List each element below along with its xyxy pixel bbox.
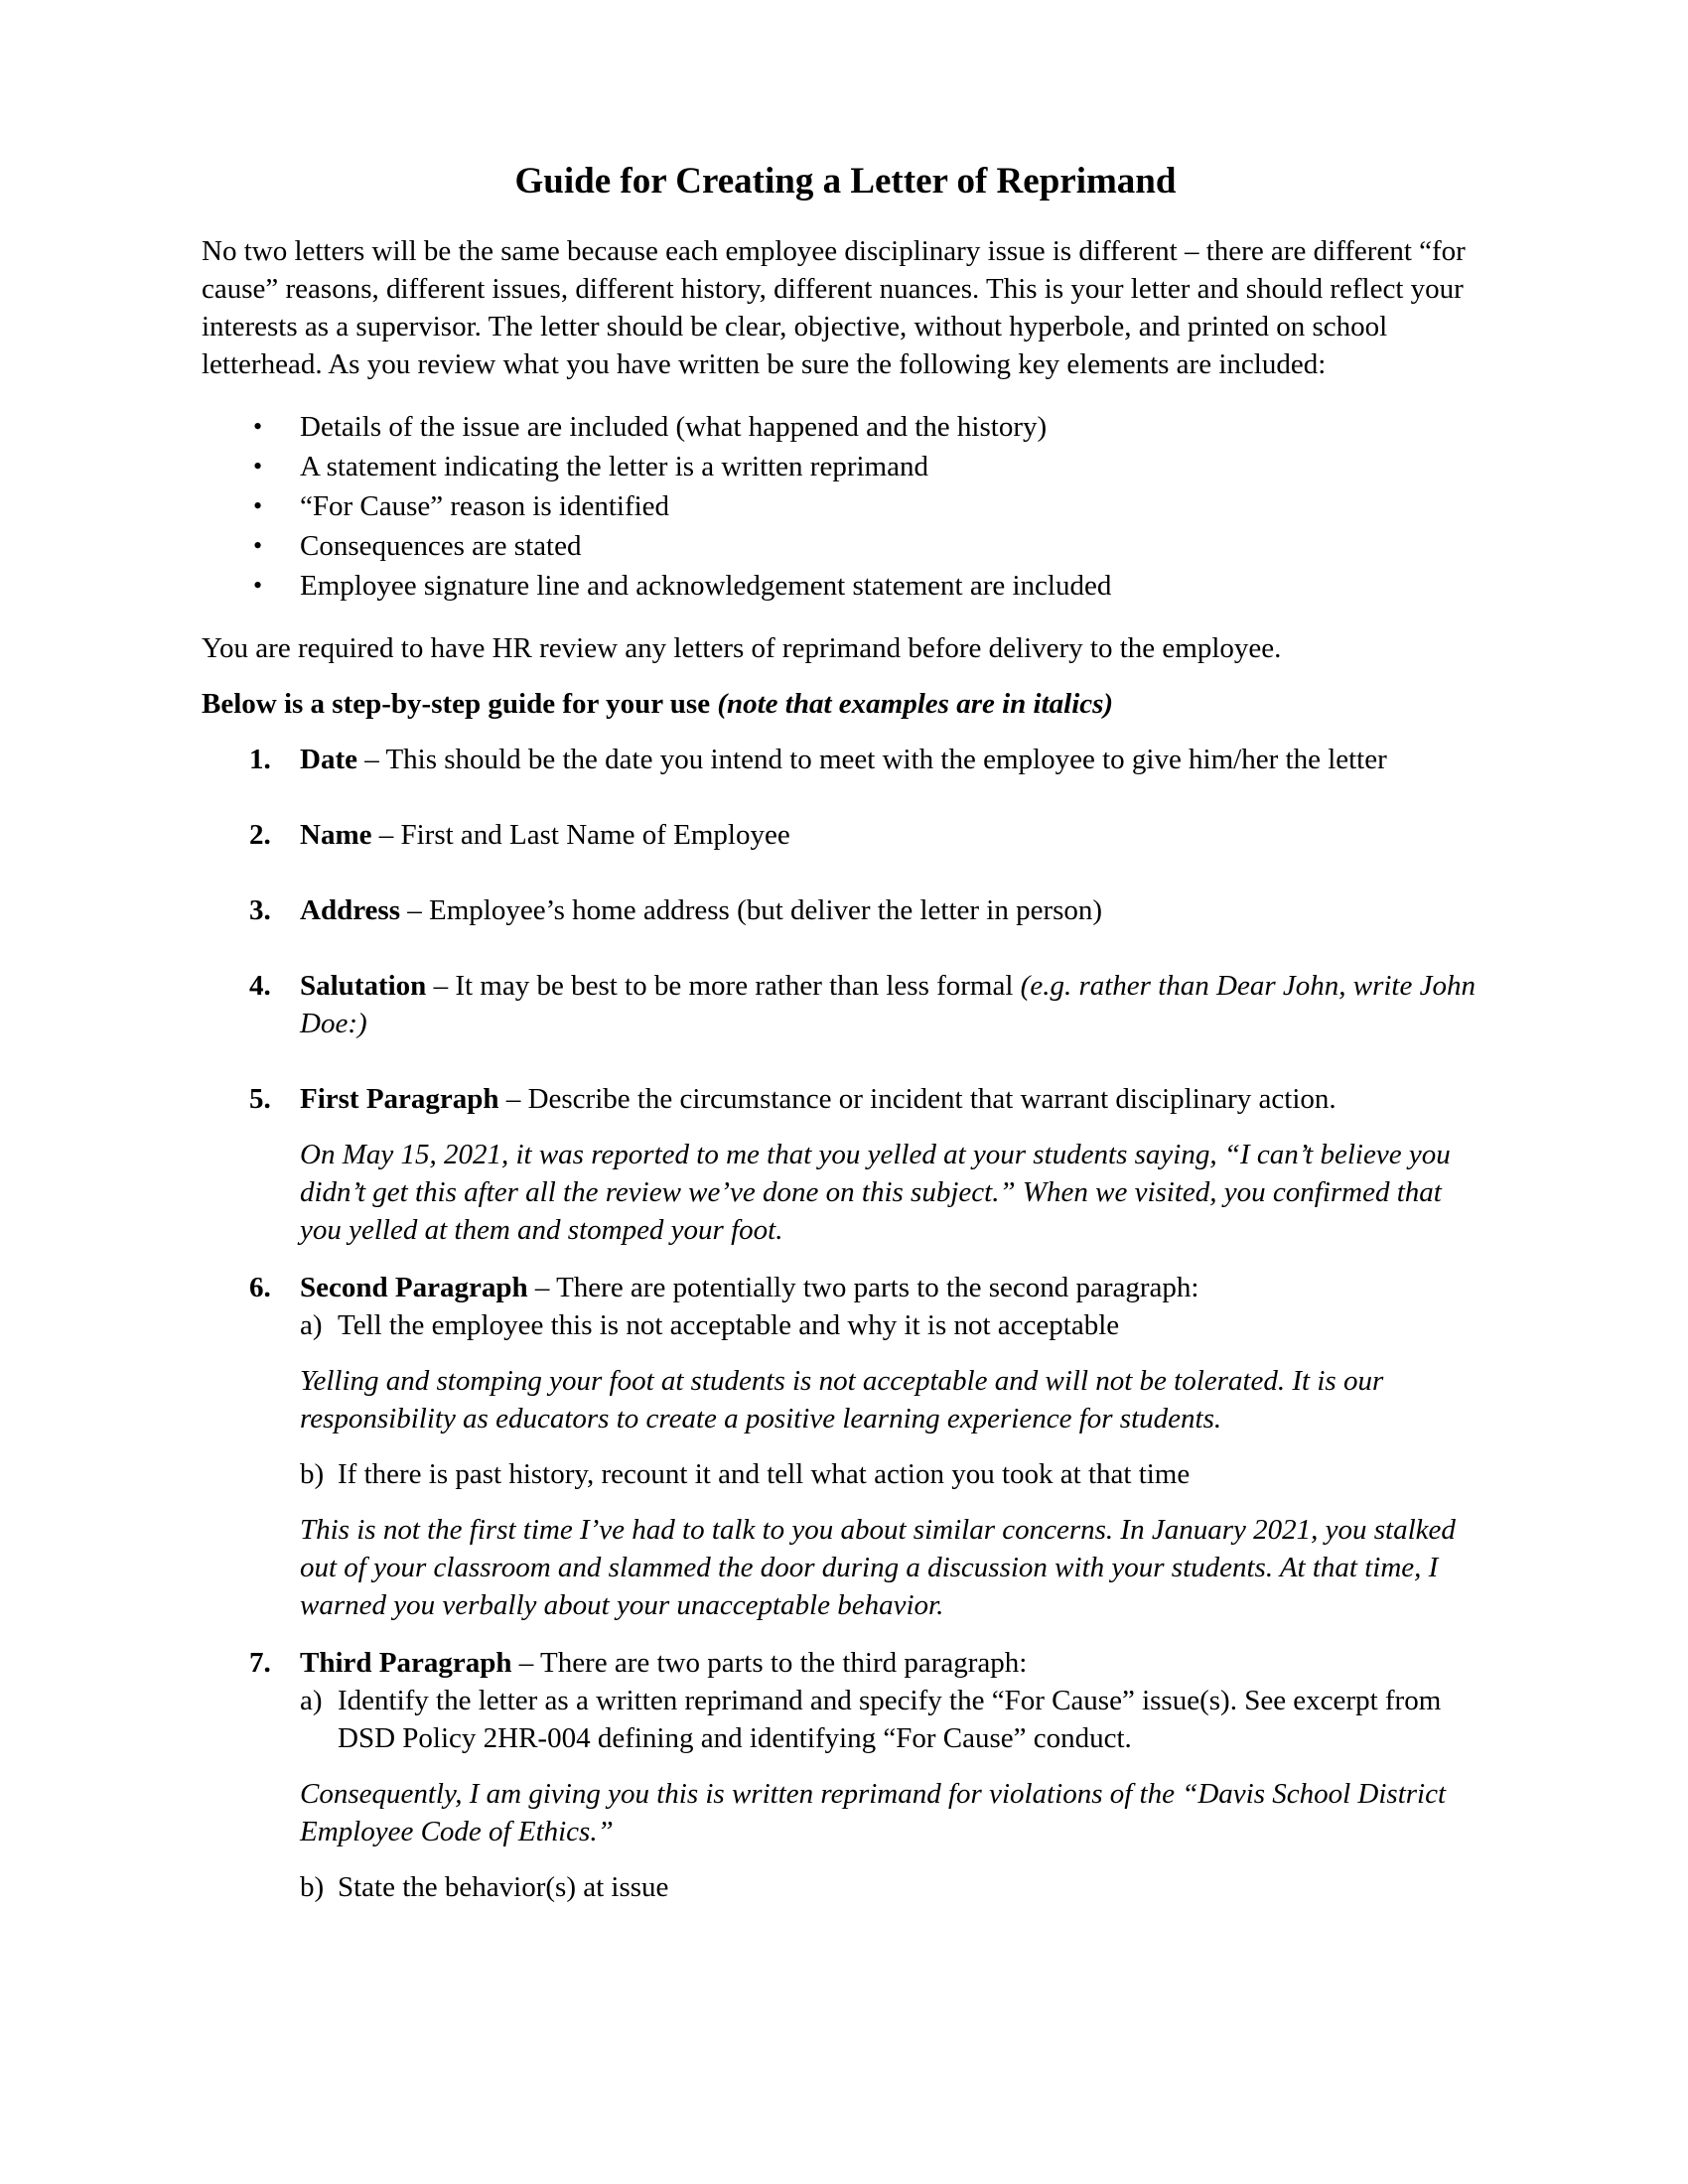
step-name <box>202 816 1489 854</box>
example-text: This is not the first time I’ve had to talk to you about similar concerns. In January 2021, you stalked out of your classroom and slammed the door during a discussion with your students. At that time, I warned you verbally about your unacceptable behavior. <box>300 1514 1456 1621</box>
step-label: Name <box>300 819 372 851</box>
list-item-text: Employee signature line and acknowledgement statement are included <box>300 570 1112 602</box>
list-item-text: “For Cause” reason is identified <box>300 490 670 522</box>
sub-item-a <box>300 1682 1489 1757</box>
guide-heading-italic: (note that examples are in italics) <box>717 688 1114 720</box>
step-number: 2. <box>249 819 271 851</box>
list-item <box>202 447 1489 486</box>
step-number: 1. <box>249 744 271 775</box>
sub-item-text: If there is past history, recount it and tell what action you took at that time <box>338 1458 1191 1490</box>
bullet-icon: • <box>253 571 263 600</box>
step-date <box>202 741 1489 778</box>
step-address <box>202 891 1489 929</box>
sub-item-letter: a) <box>300 1685 323 1716</box>
bullet-icon: • <box>253 491 263 520</box>
step-label: Salutation <box>300 970 427 1002</box>
list-item-text: A statement indicating the letter is a written reprimand <box>300 451 928 482</box>
hr-review-note: You are required to have HR review any letters of reprimand before delivery to the employee. <box>202 632 1282 664</box>
bullet-icon: • <box>253 452 263 480</box>
step-third-paragraph <box>202 1644 1489 1906</box>
step-text: – Employee’s home address (but deliver the letter in person) <box>400 894 1103 926</box>
list-item <box>202 566 1489 606</box>
document-title: Guide for Creating a Letter of Reprimand <box>514 161 1177 202</box>
list-item-text: Consequences are stated <box>300 530 582 562</box>
list-item-text: Details of the issue are included (what happened and the history) <box>300 411 1048 443</box>
sub-item-letter: b) <box>300 1871 325 1903</box>
key-elements-list <box>202 407 1489 606</box>
list-item <box>202 407 1489 447</box>
example-text: Consequently, I am giving you this is written reprimand for violations of the “Davis School District Employee Code of Ethics.” <box>300 1778 1447 1847</box>
sub-item-letter: a) <box>300 1309 323 1341</box>
intro-paragraph: No two letters will be the same because each employee disciplinary issue is different – there are different “for cause” reasons, different issues, different history, different nuances. This is your letter and should reflect your interests as a supervisor. The letter should be clear, objective, without hyperbole, and printed on school letterhead. As you review what you have written be sure the following key elements are included: <box>202 235 1466 380</box>
step-number: 3. <box>249 894 271 926</box>
step-text: – There are potentially two parts to the second paragraph: <box>527 1272 1199 1303</box>
sub-item-text: Tell the employee this is not acceptable and why it is not acceptable <box>338 1309 1120 1341</box>
step-text: – Describe the circumstance or incident that warrant disciplinary action. <box>498 1083 1336 1115</box>
list-item <box>202 486 1489 526</box>
step-text: – It may be best to be more rather than less formal <box>426 970 1021 1002</box>
bullet-icon: • <box>253 412 263 441</box>
sub-item-b <box>300 1868 1489 1906</box>
steps-list <box>202 741 1489 1906</box>
step-number: 7. <box>249 1647 271 1679</box>
step-label: First Paragraph <box>300 1083 499 1115</box>
step-label: Address <box>300 894 400 926</box>
step-label: Third Paragraph <box>300 1647 512 1679</box>
step-text: – First and Last Name of Employee <box>371 819 790 851</box>
step-label: Date <box>300 744 357 775</box>
sub-item-text: State the behavior(s) at issue <box>338 1871 669 1903</box>
step-example-inline: (e.g. rather than Dear John, write John Doe:) <box>300 970 1476 1039</box>
sub-item-text: Identify the letter as a written reprimand and specify the “For Cause” issue(s). See excerpt from DSD Policy 2HR-004 defining and identifying “For Cause” conduct. <box>338 1685 1442 1754</box>
sub-item-b <box>300 1455 1489 1493</box>
step-first-paragraph <box>202 1080 1489 1249</box>
bullet-icon: • <box>253 531 263 560</box>
list-item <box>202 526 1489 566</box>
step-number: 5. <box>249 1083 271 1115</box>
guide-heading <box>202 685 1489 723</box>
step-number: 4. <box>249 970 271 1002</box>
step-text: – This should be the date you intend to meet with the employee to give him/her the letter <box>356 744 1387 775</box>
sub-item-letter: b) <box>300 1458 325 1490</box>
step-number: 6. <box>249 1272 271 1303</box>
step-text: – There are two parts to the third paragraph: <box>511 1647 1028 1679</box>
step-second-paragraph <box>202 1269 1489 1624</box>
guide-heading-bold: Below is a step-by-step guide for your use <box>202 688 718 720</box>
example-text: On May 15, 2021, it was reported to me that you yelled at your students saying, “I can’t believe you didn’t get this after all the review we’ve done on this subject.” When we visited, you confirmed that you yelled at them and stomped your foot. <box>300 1139 1451 1246</box>
step-label: Second Paragraph <box>300 1272 528 1303</box>
example-text: Yelling and stomping your foot at students is not acceptable and will not be tolerated. It is our responsibility as educators to create a positive learning experience for students. <box>300 1365 1384 1434</box>
sub-item-a <box>300 1306 1489 1344</box>
step-salutation <box>202 967 1489 1042</box>
